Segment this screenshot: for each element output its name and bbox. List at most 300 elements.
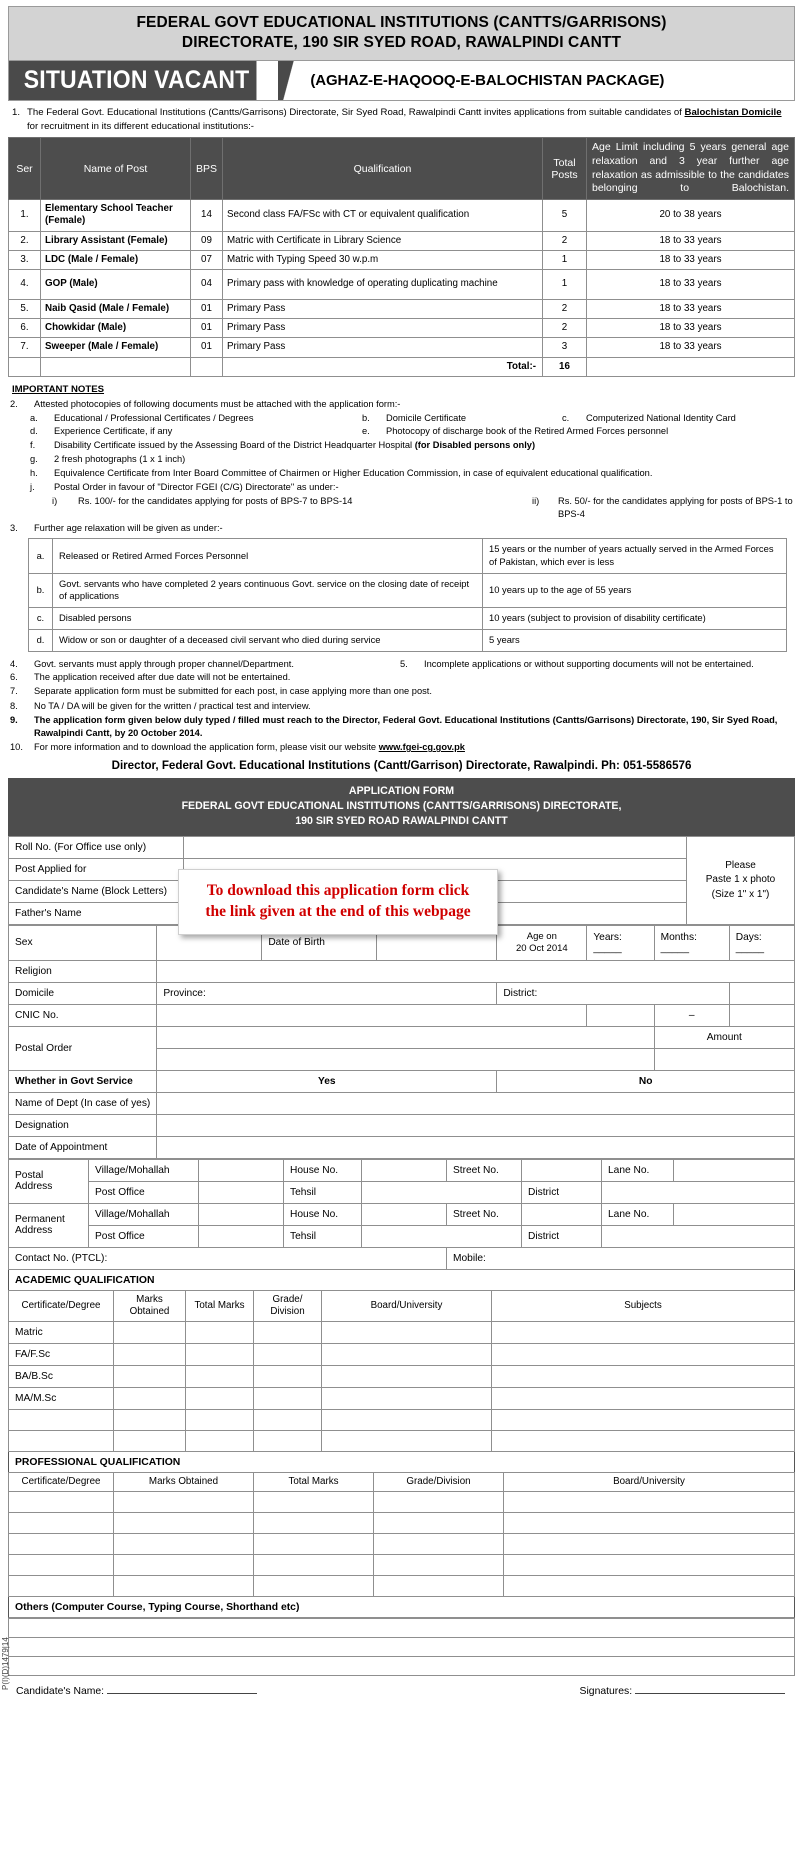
doc-f-bold: (for Disabled persons only) xyxy=(414,439,536,450)
input-age-months[interactable]: Months: _____ xyxy=(654,925,729,960)
acad-grade-extra1[interactable] xyxy=(254,1410,322,1431)
candidate-sign-label: Candidate's Name: xyxy=(16,1686,105,1698)
label-mobile[interactable]: Mobile: xyxy=(447,1247,795,1269)
doc-g xyxy=(10,452,793,466)
relax-key: d. xyxy=(29,629,53,651)
photo-paste-box xyxy=(687,836,795,924)
org-header xyxy=(8,6,795,61)
signature-line[interactable] xyxy=(635,1693,785,1694)
acad-board-ma[interactable] xyxy=(322,1388,492,1410)
note-2-number: 2. xyxy=(10,399,18,410)
table-row xyxy=(9,200,795,231)
cell-bps: 04 xyxy=(191,269,223,299)
col-bps: BPS xyxy=(191,138,223,200)
fee-ii-text: Rs. 50/- for the candidates applying for posts of BPS-1 to BPS-4 xyxy=(558,495,793,520)
cell-qualification: Primary Pass xyxy=(223,299,543,318)
acad-marks-extra1[interactable] xyxy=(114,1410,186,1431)
callout-line1: To download this application form click xyxy=(206,882,470,900)
acad-board-extra1[interactable] xyxy=(322,1410,492,1431)
doc-j-text: Postal Order in favour of "Director FGEI (C/G) Directorate" as under:- xyxy=(54,482,339,493)
label-district[interactable]: District: xyxy=(497,982,729,1004)
input-district-postal[interactable] xyxy=(602,1181,795,1203)
doc-f xyxy=(10,438,793,452)
input-date-appointment[interactable] xyxy=(157,1136,795,1158)
option-yes[interactable]: Yes xyxy=(157,1070,497,1092)
form-row-designation xyxy=(9,1114,795,1136)
prof-board-5[interactable] xyxy=(504,1576,795,1597)
label-village-postal: Village/Mohallah xyxy=(89,1159,199,1181)
acad-total-ma[interactable] xyxy=(186,1388,254,1410)
cell-total: 2 xyxy=(543,319,587,338)
relax-value: 10 years up to the age of 55 years xyxy=(483,573,787,607)
input-age-years[interactable]: Years: _____ xyxy=(587,925,654,960)
others-input-2[interactable] xyxy=(9,1638,795,1657)
fee-ii xyxy=(532,495,793,521)
note-10-text xyxy=(34,741,793,754)
professional-row xyxy=(9,1576,795,1597)
table-row xyxy=(9,299,795,318)
relax-desc: Released or Retired Armed Forces Personnel xyxy=(53,539,483,573)
label-street-postal: Street No. xyxy=(447,1159,522,1181)
acad-degree-extra2[interactable] xyxy=(9,1431,114,1452)
prof-degree-5[interactable] xyxy=(9,1576,114,1597)
cell-bps: 01 xyxy=(191,319,223,338)
cell-age: 20 to 38 years xyxy=(587,200,795,231)
cell-ser: 4. xyxy=(9,269,41,299)
prof-grade-2[interactable] xyxy=(374,1513,504,1534)
acad-total-matric[interactable] xyxy=(186,1322,254,1344)
note-8-text: No TA / DA will be given for the written / practical test and interview. xyxy=(34,700,311,711)
prof-total-3[interactable] xyxy=(254,1534,374,1555)
acad-grade-extra2[interactable] xyxy=(254,1431,322,1452)
note-row-4-5 xyxy=(10,658,793,671)
acad-subjects-ma[interactable] xyxy=(492,1388,795,1410)
note-item-7 xyxy=(10,685,793,699)
prof-degree-2[interactable] xyxy=(9,1513,114,1534)
prof-board-1[interactable] xyxy=(504,1492,795,1513)
academic-row xyxy=(9,1388,795,1410)
doc-b xyxy=(362,412,562,425)
cell-bps: 09 xyxy=(191,231,223,250)
docs-row-de xyxy=(10,425,793,438)
cell-ser: 2. xyxy=(9,231,41,250)
cell-post: Chowkidar (Male) xyxy=(41,319,191,338)
academic-row xyxy=(9,1410,795,1431)
age-relaxation-table xyxy=(28,538,787,651)
acad-total-ba[interactable] xyxy=(186,1366,254,1388)
input-post-office-postal[interactable] xyxy=(199,1181,284,1203)
appform-title: APPLICATION FORM xyxy=(348,784,455,797)
prof-grade-1[interactable] xyxy=(374,1492,504,1513)
others-table xyxy=(8,1618,795,1676)
input-domicile-extra[interactable] xyxy=(729,982,794,1004)
acad-marks-extra2[interactable] xyxy=(114,1431,186,1452)
contact-row xyxy=(9,1247,795,1269)
doc-a xyxy=(30,412,362,425)
input-street-permanent[interactable] xyxy=(522,1203,602,1225)
cell-total: 5 xyxy=(543,200,587,231)
doc-f-label: f. xyxy=(30,439,36,450)
acad-marks-matric[interactable] xyxy=(114,1322,186,1344)
age-on-cell xyxy=(497,925,587,960)
acad-grade-ma[interactable] xyxy=(254,1388,322,1410)
col-qualification: Qualification xyxy=(223,138,543,200)
acad-board-matric[interactable] xyxy=(322,1322,492,1344)
col-total-posts: Total Posts xyxy=(543,138,587,200)
doc-c xyxy=(562,412,793,425)
intro-text xyxy=(27,106,793,134)
note-item-2 xyxy=(10,398,793,412)
relax-desc: Disabled persons xyxy=(53,608,483,630)
permanent-address-row-1 xyxy=(9,1203,795,1225)
postal-address-line1: Postal xyxy=(15,1170,44,1182)
table-row xyxy=(9,269,795,299)
total-blank-post xyxy=(41,357,191,376)
acad-subjects-extra1[interactable] xyxy=(492,1410,795,1431)
acad-col-board: Board/University xyxy=(322,1290,492,1321)
relax-value: 5 years xyxy=(483,629,787,651)
cell-total: 2 xyxy=(543,231,587,250)
others-heading: Others (Computer Course, Typing Course, Shorthand etc) xyxy=(8,1597,795,1618)
cell-bps: 07 xyxy=(191,250,223,269)
label-roll-no: Roll No. (For Office use only) xyxy=(9,836,184,858)
label-street-permanent: Street No. xyxy=(447,1203,522,1225)
age-on-line1: Age on xyxy=(526,930,557,942)
cnic-dash-icon: – xyxy=(654,1004,729,1026)
doc-c-text: Computerized National Identity Card xyxy=(586,412,736,423)
acad-subjects-fa[interactable] xyxy=(492,1344,795,1366)
acad-degree-ba: BA/B.Sc xyxy=(9,1366,114,1388)
note-10-pre: For more information and to download the application form, please visit our website xyxy=(34,742,379,753)
prof-col-marks: Marks Obtained xyxy=(114,1473,254,1492)
doc-f-pre: Disability Certificate issued by the Assessing Board of the District Headquarter Hospital xyxy=(54,439,415,450)
appform-org-1: FEDERAL GOVT EDUCATIONAL INSTITUTIONS (CANTTS/GARRISONS) DIRECTORATE, xyxy=(181,799,622,812)
cell-age: 18 to 33 years xyxy=(587,231,795,250)
others-input-3[interactable] xyxy=(9,1657,795,1676)
input-post-office-permanent[interactable] xyxy=(199,1225,284,1247)
prof-total-1[interactable] xyxy=(254,1492,374,1513)
callout-line2: the link given at the end of this webpage xyxy=(205,903,471,920)
prof-col-board: Board/University xyxy=(504,1473,795,1492)
doc-b-label: b. xyxy=(362,412,370,423)
total-blank-ser xyxy=(9,357,41,376)
input-age-days[interactable]: Days: _____ xyxy=(729,925,794,960)
note-4-number: 4. xyxy=(10,658,18,669)
notes-continued xyxy=(8,655,795,755)
table-row xyxy=(9,319,795,338)
cell-total: 2 xyxy=(543,299,587,318)
cell-post: GOP (Male) xyxy=(41,269,191,299)
acad-col-subjects: Subjects xyxy=(492,1290,795,1321)
relax-row xyxy=(29,573,787,607)
prof-grade-5[interactable] xyxy=(374,1576,504,1597)
prof-total-2[interactable] xyxy=(254,1513,374,1534)
photo-line1: Please xyxy=(725,859,756,871)
prof-degree-1[interactable] xyxy=(9,1492,114,1513)
relax-key: a. xyxy=(29,539,53,573)
doc-c-label: c. xyxy=(562,412,570,423)
acad-subjects-matric[interactable] xyxy=(492,1322,795,1344)
prof-degree-4[interactable] xyxy=(9,1555,114,1576)
col-name-of-post: Name of Post xyxy=(41,138,191,200)
acad-marks-ma[interactable] xyxy=(114,1388,186,1410)
note-6-text: The application received after due date will not be entertained. xyxy=(34,672,291,683)
total-blank-age xyxy=(587,357,795,376)
note-3-text: Further age relaxation will be given as under:- xyxy=(34,522,223,533)
form-row-domicile xyxy=(9,982,795,1004)
prof-degree-3[interactable] xyxy=(9,1534,114,1555)
package-name: (AGHAZ-E-HAQOOQ-E-BALOCHISTAN PACKAGE) xyxy=(310,71,665,89)
cell-post: Naib Qasid (Male / Female) xyxy=(41,299,191,318)
form-row-religion xyxy=(9,960,795,982)
acad-board-extra2[interactable] xyxy=(322,1431,492,1452)
org-header-line2: DIRECTORATE, 190 SIR SYED ROAD, RAWALPINDI CANTT xyxy=(181,33,622,51)
professional-qualification-table xyxy=(8,1472,795,1597)
signature-footer xyxy=(8,1676,795,1697)
acad-grade-matric[interactable] xyxy=(254,1322,322,1344)
col-ser: Ser xyxy=(9,138,41,200)
input-dept-name[interactable] xyxy=(157,1092,795,1114)
acad-total-extra1[interactable] xyxy=(186,1410,254,1431)
print-code: P(I)(D)1479|14 xyxy=(1,1637,10,1690)
form-row-postal-order xyxy=(9,1026,795,1048)
prof-board-4[interactable] xyxy=(504,1555,795,1576)
cell-bps: 14 xyxy=(191,200,223,231)
application-form-table-2 xyxy=(8,925,795,1159)
label-cnic: CNIC No. xyxy=(9,1004,157,1026)
acad-col-total: Total Marks xyxy=(186,1290,254,1321)
input-cnic-part2[interactable] xyxy=(587,1004,654,1026)
prof-marks-1[interactable] xyxy=(114,1492,254,1513)
fee-i xyxy=(52,495,532,521)
doc-h-label: h. xyxy=(30,467,38,478)
label-province[interactable]: Province: xyxy=(157,982,497,1004)
doc-f-text xyxy=(54,439,793,452)
table-row xyxy=(9,250,795,269)
label-district-permanent: District xyxy=(522,1225,602,1247)
cell-ser: 1. xyxy=(9,200,41,231)
others-input-1[interactable] xyxy=(9,1619,795,1638)
doc-a-label: a. xyxy=(30,412,38,423)
input-designation[interactable] xyxy=(157,1114,795,1136)
label-village-permanent: Village/Mohallah xyxy=(89,1203,199,1225)
application-form-header xyxy=(8,778,795,836)
doc-a-text: Educational / Professional Certificates / Degrees xyxy=(54,412,254,423)
label-contact[interactable]: Contact No. (PTCL): xyxy=(9,1247,447,1269)
input-cnic-part3[interactable] xyxy=(729,1004,794,1026)
prof-total-5[interactable] xyxy=(254,1576,374,1597)
prof-total-4[interactable] xyxy=(254,1555,374,1576)
input-tehsil-permanent[interactable] xyxy=(362,1225,522,1247)
academic-qualification-heading: ACADEMIC QUALIFICATION xyxy=(8,1270,795,1290)
situation-vacant-banner xyxy=(8,61,795,101)
prof-col-total: Total Marks xyxy=(254,1473,374,1492)
director-contact-line: Director, Federal Govt. Educational Institutions (Cantt/Garrison) Directorate, Rawalpindi. Ph: 051-5586576 xyxy=(111,758,692,772)
doc-g-label: g. xyxy=(30,453,38,464)
doc-g-text: 2 fresh photographs (1 x 1 inch) xyxy=(54,453,186,464)
doc-d-label: d. xyxy=(30,425,38,436)
form-row-dept xyxy=(9,1092,795,1114)
input-village-postal[interactable] xyxy=(199,1159,284,1181)
doc-e xyxy=(362,425,793,438)
cell-qualification: Primary Pass xyxy=(223,319,543,338)
label-religion: Religion xyxy=(9,960,157,982)
notes-heading: IMPORTANT NOTES xyxy=(12,383,105,395)
label-dob: Date of Birth xyxy=(262,925,377,960)
input-village-permanent[interactable] xyxy=(199,1203,284,1225)
cell-ser: 6. xyxy=(9,319,41,338)
input-house-postal[interactable] xyxy=(362,1159,447,1181)
prof-marks-2[interactable] xyxy=(114,1513,254,1534)
academic-row xyxy=(9,1431,795,1452)
cell-ser: 3. xyxy=(9,250,41,269)
input-lane-permanent[interactable] xyxy=(674,1203,795,1225)
doc-b-text: Domicile Certificate xyxy=(386,412,467,423)
doc-h xyxy=(10,466,793,480)
age-on-line2: 20 Oct 2014 xyxy=(515,942,568,954)
input-postal-order-a[interactable] xyxy=(157,1026,654,1048)
docs-row-abc xyxy=(10,412,793,425)
prof-col-grade: Grade/Division xyxy=(374,1473,504,1492)
label-candidate-name: Candidate's Name (Block Letters) xyxy=(9,880,184,902)
acad-grade-fa[interactable] xyxy=(254,1344,322,1366)
signatures-label: Signatures: xyxy=(579,1686,633,1698)
note-2-text: Attested photocopies of following documents must be attached with the application form:- xyxy=(34,399,401,410)
note-item-8 xyxy=(10,699,793,713)
doc-d xyxy=(30,425,362,438)
acad-col-degree: Certificate/Degree xyxy=(9,1290,114,1321)
fee-ii-label: ii) xyxy=(532,495,540,506)
form-row-govt-service xyxy=(9,1070,795,1092)
input-street-postal[interactable] xyxy=(522,1159,602,1181)
intro-highlight: Balochistan Domicile xyxy=(684,106,782,118)
note-item-4 xyxy=(10,658,400,671)
option-no[interactable]: No xyxy=(497,1070,795,1092)
cell-qualification: Second class FA/FSc with CT or equivalent qualification xyxy=(223,200,543,231)
relax-row xyxy=(29,608,787,630)
label-domicile: Domicile xyxy=(9,982,157,1004)
input-roll-no[interactable] xyxy=(184,836,687,858)
input-amount[interactable] xyxy=(654,1048,794,1070)
acad-col-grade: Grade/ Division xyxy=(254,1290,322,1321)
intro-number: 1. xyxy=(12,106,21,118)
download-callout xyxy=(178,869,498,935)
acad-subjects-ba[interactable] xyxy=(492,1366,795,1388)
acad-subjects-extra2[interactable] xyxy=(492,1431,795,1452)
cell-ser: 7. xyxy=(9,338,41,357)
note-item-10 xyxy=(10,741,793,755)
academic-row xyxy=(9,1366,795,1388)
academic-row xyxy=(9,1322,795,1344)
form-row-roll-no xyxy=(9,836,795,858)
acad-total-extra2[interactable] xyxy=(186,1431,254,1452)
note-9-number: 9. xyxy=(10,714,18,725)
relax-key: c. xyxy=(29,608,53,630)
table-row xyxy=(9,338,795,357)
cell-age: 18 to 33 years xyxy=(587,269,795,299)
label-tehsil-postal: Tehsil xyxy=(284,1181,362,1203)
cell-bps: 01 xyxy=(191,299,223,318)
org-header-line1: FEDERAL GOVT EDUCATIONAL INSTITUTIONS (CANTTS/GARRISONS) xyxy=(136,14,667,31)
acad-marks-ba[interactable] xyxy=(114,1366,186,1388)
prof-board-3[interactable] xyxy=(504,1534,795,1555)
input-cnic-main[interactable] xyxy=(157,1004,587,1026)
table-total-row xyxy=(9,357,795,376)
cell-age: 18 to 33 years xyxy=(587,319,795,338)
prof-board-2[interactable] xyxy=(504,1513,795,1534)
permanent-address-row-2 xyxy=(9,1225,795,1247)
input-house-permanent[interactable] xyxy=(362,1203,447,1225)
note-3-number: 3. xyxy=(10,522,18,533)
professional-row xyxy=(9,1513,795,1534)
candidate-name-signature xyxy=(16,1686,257,1697)
intro-part1: The Federal Govt. Educational Institutions (Cantts/Garrisons) Directorate, Sir Syed Road, Rawalpindi Cantt invites applications from suitable candidates of xyxy=(27,106,685,118)
appform-org-2: 190 SIR SYED ROAD RAWALPINDI CANTT xyxy=(295,814,508,827)
label-tehsil-permanent: Tehsil xyxy=(284,1225,362,1247)
acad-board-ba[interactable] xyxy=(322,1366,492,1388)
prof-marks-3[interactable] xyxy=(114,1534,254,1555)
cell-age: 18 to 33 years xyxy=(587,250,795,269)
prof-grade-3[interactable] xyxy=(374,1534,504,1555)
prof-marks-4[interactable] xyxy=(114,1555,254,1576)
input-lane-postal[interactable] xyxy=(674,1159,795,1181)
cell-post: Sweeper (Male / Female) xyxy=(41,338,191,357)
relax-value: 10 years (subject to provision of disability certificate) xyxy=(483,608,787,630)
label-postal-order: Postal Order xyxy=(9,1026,157,1070)
input-district-permanent[interactable] xyxy=(602,1225,795,1247)
acad-marks-fa[interactable] xyxy=(114,1344,186,1366)
posts-table-header-row xyxy=(9,138,795,200)
acad-degree-fa: FA/F.Sc xyxy=(9,1344,114,1366)
posts-table xyxy=(8,137,795,376)
academic-qualification-table xyxy=(8,1290,795,1452)
cell-qualification: Matric with Certificate in Library Science xyxy=(223,231,543,250)
label-father-name: Father's Name xyxy=(9,902,184,924)
acad-grade-ba[interactable] xyxy=(254,1366,322,1388)
prof-marks-5[interactable] xyxy=(114,1576,254,1597)
cell-post: Library Assistant (Female) xyxy=(41,231,191,250)
note-9-text: The application form given below duly typed / filled must reach to the Director, Federal Govt. Educational Institutions (Cantts/Garrisons) Directorate, 190, Sir Syed Road, Rawalpindi Cantt, by 20 October 2014. xyxy=(34,714,778,738)
prof-grade-4[interactable] xyxy=(374,1555,504,1576)
cell-age: 18 to 33 years xyxy=(587,299,795,318)
acad-board-fa[interactable] xyxy=(322,1344,492,1366)
relax-row xyxy=(29,539,787,573)
situation-vacant-text: SITUATION VACANT xyxy=(9,61,257,100)
acad-total-fa[interactable] xyxy=(186,1344,254,1366)
note-8-number: 8. xyxy=(10,700,18,711)
cell-total: 1 xyxy=(543,250,587,269)
doc-d-text: Experience Certificate, if any xyxy=(54,425,173,436)
label-lane-postal: Lane No. xyxy=(602,1159,674,1181)
postal-address-row-2 xyxy=(9,1181,795,1203)
table-row xyxy=(9,231,795,250)
acad-degree-extra1[interactable] xyxy=(9,1410,114,1431)
prof-col-degree: Certificate/Degree xyxy=(9,1473,114,1492)
website-link[interactable]: www.fgei-cg.gov.pk xyxy=(378,742,465,753)
label-post-office-postal: Post Office xyxy=(89,1181,199,1203)
cell-age: 18 to 33 years xyxy=(587,338,795,357)
input-tehsil-postal[interactable] xyxy=(362,1181,522,1203)
address-table xyxy=(8,1159,795,1270)
col-age-limit: Age Limit including 5 years general age relaxation and 3 year further age relaxation as admissible to the candidates belonging to Balochistan. xyxy=(587,138,795,200)
candidate-sign-line[interactable] xyxy=(107,1693,257,1694)
input-religion[interactable] xyxy=(157,960,795,982)
professional-row xyxy=(9,1555,795,1576)
note-item-3 xyxy=(10,521,793,535)
doc-e-text: Photocopy of discharge book of the Retired Armed Forces personnel xyxy=(386,425,669,436)
input-postal-order-b[interactable] xyxy=(157,1048,654,1070)
academic-row xyxy=(9,1344,795,1366)
